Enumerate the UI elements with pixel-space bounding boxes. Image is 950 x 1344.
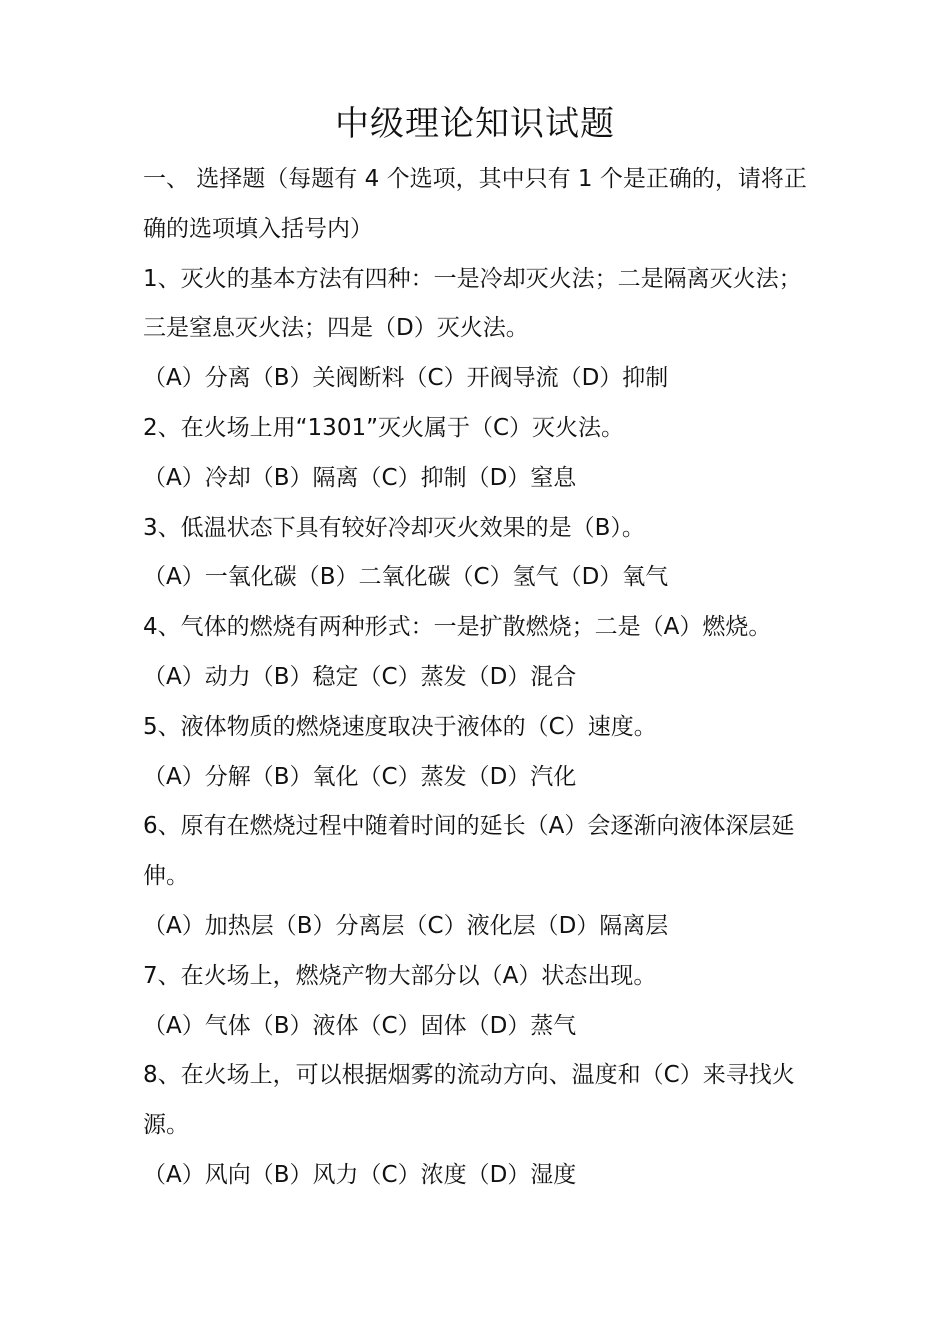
- question-stem-6: 6、原有在燃烧过程中随着时间的延长（A）会逐渐向液体深层延伸。: [143, 813, 795, 890]
- question-stem-2: 2、在火场上用“1301”灭火属于（C）灭火法。: [143, 414, 625, 441]
- question-options-6: （A）加热层（B）分离层（C）液化层（D）隔离层: [143, 912, 669, 939]
- question-stem-3: 3、低温状态下具有较好冷却灭火效果的是（B）。: [143, 514, 645, 541]
- question-options-3: （A）一氧化碳（B）二氧化碳（C）氢气（D）氧气: [143, 564, 669, 591]
- question-options-8: （A）风向（B）风力（C）浓度（D）湿度: [143, 1161, 577, 1188]
- question-stem-5: 5、液体物质的燃烧速度取决于液体的（C）速度。: [143, 713, 657, 740]
- question-stem-7: 7、在火场上，燃烧产物大部分以（A）状态出现。: [143, 962, 657, 989]
- question-options-7: （A）气体（B）液体（C）固体（D）蒸气: [143, 1012, 577, 1039]
- question-options-2: （A）冷却（B）隔离（C）抑制（D）窒息: [143, 464, 577, 491]
- document-title: 中级理论知识试题: [335, 104, 615, 144]
- question-stem-8: 8、在火场上，可以根据烟雾的流动方向、温度和（C）来寻找火源。: [143, 1062, 795, 1139]
- question-stem-1: 1、灭火的基本方法有四种：一是冷却灭火法；二是隔离灭火法；三是窒息灭火法；四是（D）灭火法。: [143, 265, 802, 342]
- question-list: [143, 155, 823, 1201]
- question-options-5: （A）分解（B）氧化（C）蒸发（D）汽化: [143, 763, 577, 790]
- question-options-1: （A）分离（B）关阀断料（C）开阀导流（D）抑制: [143, 365, 669, 392]
- section-heading: 一、 选择题（每题有 4 个选项，其中只有 1 个是正确的，请将正确的选项填入括号内）: [143, 166, 807, 242]
- question-options-4: （A）动力（B）稳定（C）蒸发（D）混合: [143, 663, 577, 690]
- question-stem-4: 4、气体的燃烧有两种形式：一是扩散燃烧；二是（A）燃烧。: [143, 614, 772, 641]
